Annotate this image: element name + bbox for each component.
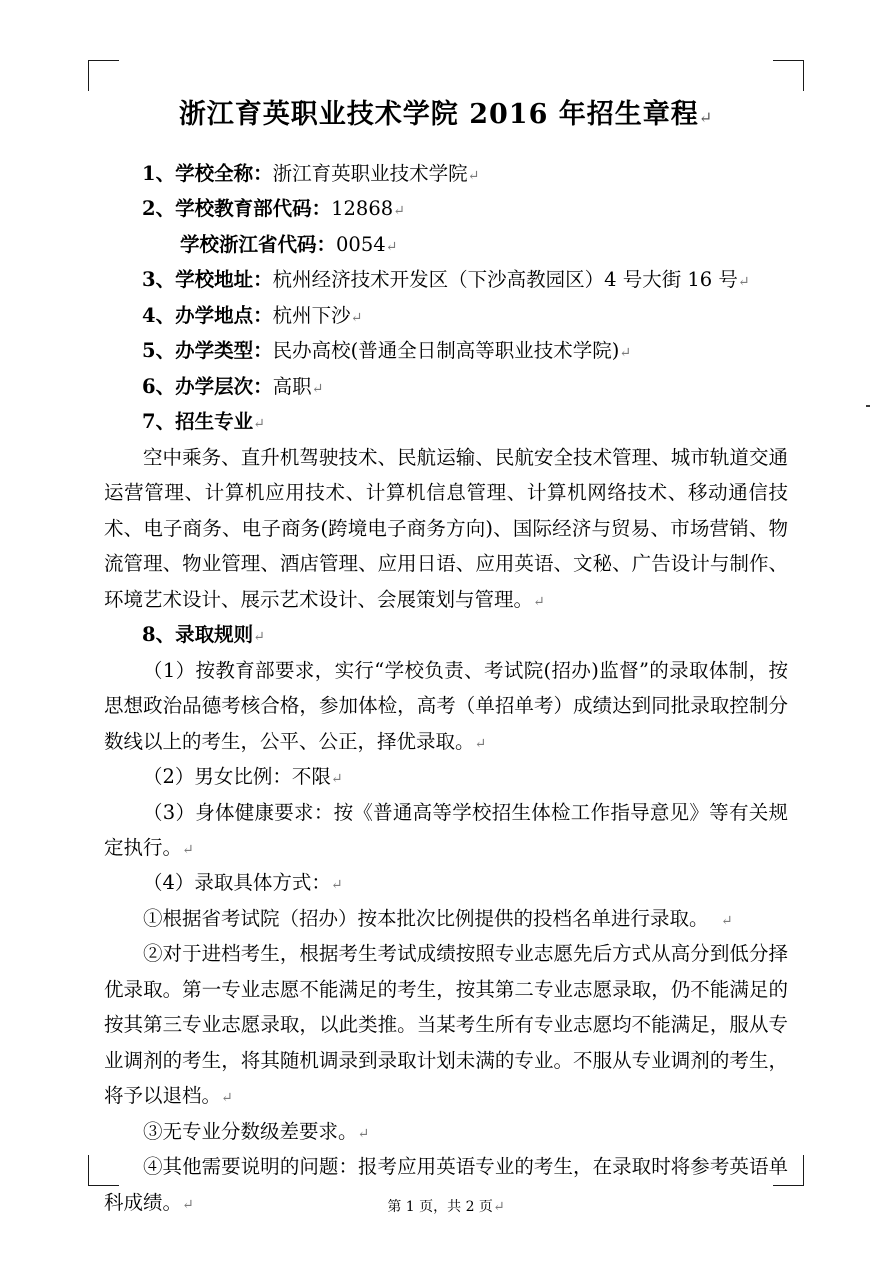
pilcrow-mark: ↵ [385,238,398,255]
pilcrow-mark: ↵ [311,380,324,397]
field-label: 学校地址： [175,268,273,292]
section-heading-majors [104,404,788,439]
pilcrow-mark: ↵ [221,1090,233,1107]
pilcrow-mark: ↵ [253,416,265,433]
pilcrow-mark: ↵ [182,1196,194,1213]
sub-rule-item-2 [104,936,788,1113]
sub-rule-text: ④其他需要说明的问题：报考应用英语专业的考生，在录取时将参考英语单科成绩。 [104,1155,788,1214]
field-number: 1、 [142,161,176,185]
field-value: 高职 [272,374,312,398]
rule-text: （3）身体健康要求：按《普通高等学校招生体检工作指导意见》等有关规定执行。 [104,800,788,859]
field-label: 办学层次： [175,374,273,398]
pilcrow-mark: ↵ [357,1125,370,1142]
pilcrow-mark: ↵ [619,345,632,362]
field-number: 2、 [142,197,176,221]
page-edge-mark [866,405,870,407]
pilcrow-mark: ↵ [474,735,487,752]
rule-item-2 [104,759,788,794]
field-school-type [104,333,788,368]
section-heading-admission-rules [104,617,788,652]
pilcrow-mark: ↵ [393,203,405,220]
field-campus-location [104,298,788,333]
field-label: 学校教育部代码： [175,197,332,221]
page-title-text: 浙江育英职业技术学院 2016 年招生章程 [178,99,699,130]
rule-item-3 [104,795,788,866]
section-heading-text: 8、录取规则 [142,623,254,647]
sub-rule-item-1 [104,901,788,936]
pilcrow-mark: ↵ [330,877,343,894]
field-number: 6、 [142,374,176,398]
sub-rule-item-3 [104,1114,788,1149]
field-value: 0054 [336,232,386,256]
pilcrow-mark: ↵ [737,274,750,291]
pilcrow-mark: ↵ [350,309,363,326]
pilcrow-mark: ↵ [698,108,714,127]
pilcrow-mark: ↵ [533,593,545,610]
pilcrow-mark: ↵ [182,842,194,858]
field-value: 民办高校(普通全日制高等职业技术学院) [272,339,620,363]
field-school-full-name [104,156,788,191]
field-number: 4、 [142,303,176,327]
majors-text: 空中乘务、直升机驾驶技术、民航运输、民航安全技术管理、城市轨道交通运营管理、计算机应用技术、计算机信息管理、计算机网络技术、移动通信技术、电子商务、电子商务(跨境电子商务方向)、国际经济与贸易、市场营销、物流管理、物业管理、酒店管理、应用日语、应用英语、文秘、广告设计与制作、环境艺术设计、展示艺术设计、会展策划与管理。 [104,445,788,611]
rule-item-4 [104,865,788,900]
sub-rule-text: ①根据省考试院（招办）按本批次比例提供的投档名单进行录取。 [143,906,709,930]
rule-text: （4）录取具体方式： [143,871,331,895]
field-label: 招生专业 [175,410,254,434]
field-label: 办学地点： [175,303,273,327]
page-footer [0,1196,892,1216]
field-value: 杭州经济技术开发区（下沙高教园区）4 号大街 16 号 [272,268,738,292]
pilcrow-mark: ↵ [467,167,480,184]
field-moe-code [104,191,788,226]
field-province-code [104,227,788,262]
field-value: 杭州下沙 [272,303,351,327]
field-value: 12868 [331,197,394,221]
page-title [104,96,788,134]
pilcrow-mark: ↵ [253,629,265,646]
rule-text: （2）男女比例：不限 [143,765,331,789]
field-address [104,262,788,297]
rule-text: （1）按教育部要求，实行“学校负责、考试院(招办)监督”的录取体制，按思想政治品德考核合格，参加体检，高考（单招单考）成绩达到同批录取控制分数线以上的考生，公平、公正，择优录取。 [104,658,788,753]
sub-rule-text: ③无专业分数级差要求。 [143,1119,358,1143]
field-number: 3、 [142,268,176,292]
pilcrow-mark: ↵ [330,771,343,788]
majors-paragraph [104,440,788,617]
field-number: 5、 [142,339,176,363]
field-label: 办学类型： [175,339,273,363]
field-education-level [104,369,788,404]
rule-item-1 [104,653,788,759]
field-number: 7、 [142,410,176,434]
field-value: 浙江育英职业技术学院 [272,161,468,185]
field-label: 学校浙江省代码： [180,232,337,256]
field-label: 学校全称： [175,161,273,185]
pilcrow-mark: ↵ [492,1199,505,1215]
sub-rule-text: ②对于进档考生，根据考生考试成绩按照专业志愿先后方式从高分到低分择优录取。第一专业志愿不能满足的考生，按其第二专业志愿录取，仍不能满足的按其第三专业志愿录取，以此类推。当某考生所有专业志愿均不能满足，服从专业调剂的考生，将其随机调录到录取计划未满的专业。不服从专业调剂的考生，将予以退档。 [104,942,788,1108]
page-number-text: 第 1 页，共 2 页 [387,1199,493,1215]
document-body [104,78,788,1220]
pilcrow-mark: ↵ [720,912,733,929]
